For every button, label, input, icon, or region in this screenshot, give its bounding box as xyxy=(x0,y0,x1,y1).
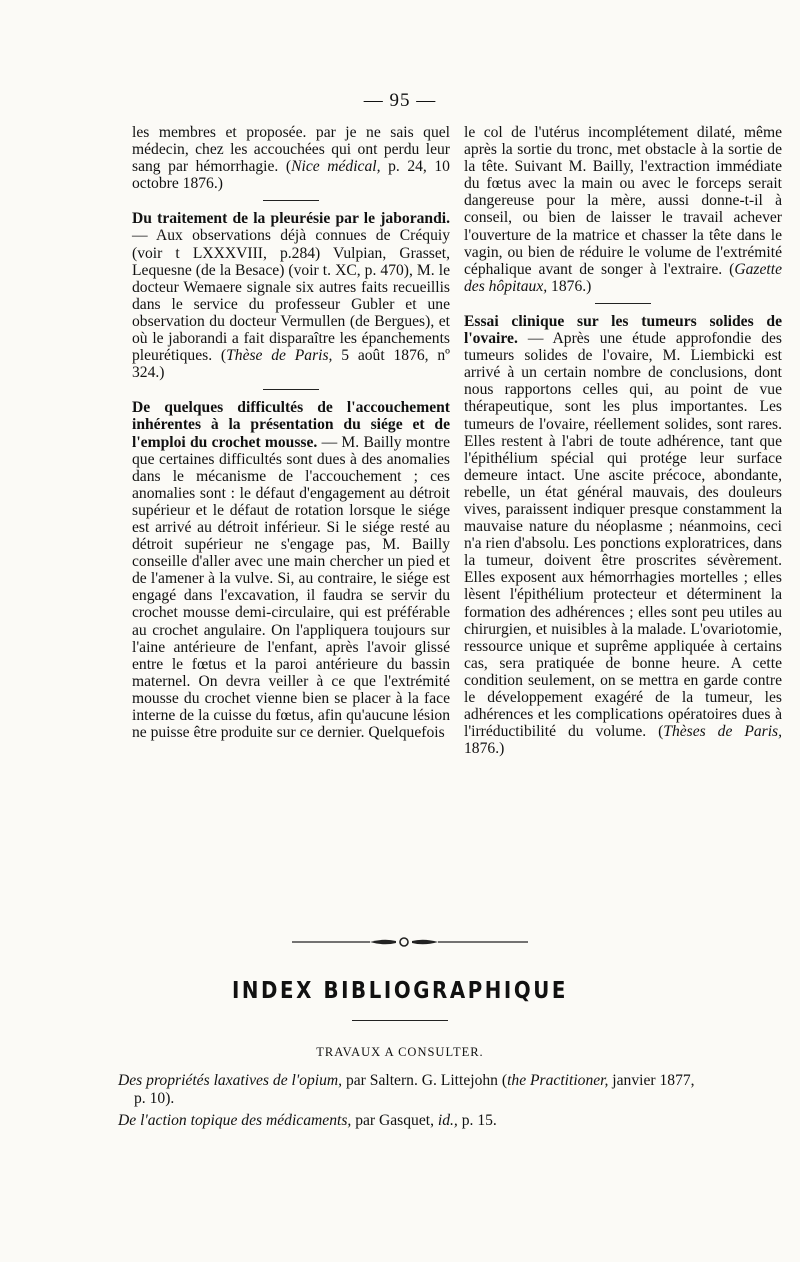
citation-tail: 1876.) xyxy=(547,277,592,295)
separator-rule xyxy=(595,303,651,304)
source-citation: Thèses de Paris, xyxy=(663,723,783,741)
citation-tail: 1876.) xyxy=(464,740,505,758)
article-heading: Essai clinique sur les tumeurs solides de l'ovaire. xyxy=(464,312,782,348)
index-subtitle: TRAVAUX A CONSULTER. xyxy=(316,1045,484,1059)
citation-tail: p. 24, 10 octobre 1876.) xyxy=(132,158,450,193)
source-citation: Thèse de Paris, xyxy=(226,347,333,365)
reference-date: janvier 1877, p. 10). xyxy=(134,1072,695,1107)
paragraph-accouchement xyxy=(132,399,450,741)
paragraph-lactate-fin xyxy=(132,124,450,192)
reference-title: Des propriétés laxatives de l'opium, xyxy=(118,1072,343,1089)
paragraph-text: le col de l'utérus incomplétement dilaté, même après la sortie du tronc, met obstacle à la sortie de la tête. Suivant M. Bailly, l'extraction immédiate du fœtus avec la main ou avec le forceps serait dangereuse pour la mère, aussi donne-t-il à conseil, ou bien de laisser le travail achever l'ouverture de la matrice et chasser la tête dans le vagin, ou bien de réduire le volume de l'extrémité céphalique avant de songer à l'extraire. ( xyxy=(464,124,782,278)
paragraph-accouchement-suite xyxy=(464,124,782,295)
article-heading: Du traitement de la pleurésie par le jaborandi. xyxy=(132,210,450,228)
paragraph-text: — Après une étude approfondie des tumeurs solides de l'ovaire, M. Liembicki est arrivé à un certain nombre de conclusions, dont nous rapportons celles qui, au point de vue thérapeutique, sont les plus importantes. Les tumeurs de l'ovaire, réellement solides, sont rares. Elles restent à l'abri de toute adhérence, tant que l'épithélium spécial qui protége leur surface demeure intact. Une ascite précoce, abondante, rebelle, un état général mauvais, des douleurs vives, paraissent indiquer presque constamment la mauvaise nature du néoplasme ; néanmoins, ceci n'a rien d'absolu. Les ponctions exploratrices, dans la tumeur, doivent être proscrites sévèrement. Elles exposent aux hémorrhagies mortelles ; elles lèsent l'épithélium protecteur et déterminent la formation des adhérences ; elles sont peu utiles au chirurgien, et nuisibles à la malade. L'ovariotomie, ressource unique et suprême appliquée à certains cas, sera pratiquée de bonne heure. A cette condition seulement, on se mettra en garde contre le développement exagéré de la tumeur, les adhérences et les complications opératoires dues à l'irréductibilité du volume. ( xyxy=(464,330,782,741)
reference-author: par Gasquet, xyxy=(351,1112,438,1129)
paragraph-text: — M. Bailly montre que certaines difficultés sont dues à des anomalies dans le mécanisme de l'accouchement ; ces anomalies sont : le défaut d'engagement au détroit supérieur et le défaut de rotation lorsque le siége est arrivé au détroit inférieur. Si le siége resté au détroit supérieur ne s'engage pas, M. Bailly conseille d'aller avec une main chercher un pied et de l'amener à la vulve. Si, au contraire, le siége est engagé dans l'excavation, il faudra se servir du crochet mousse demi-circulaire, qui est préférable au crochet angulaire. On l'appliquera toujours sur l'aine antérieure de l'enfant, après l'avoir glissé entre le fœtus et la paroi antérieure du bassin maternel. On devra veiller à ce que l'extrémité mousse du crochet vienne bien se placer à la face interne de la cuisse du fœtus, afin qu'aucune lésion ne puisse être produite sur ce dernier. Quelquefois xyxy=(132,433,450,742)
right-column xyxy=(464,124,782,757)
title-underline xyxy=(352,1020,448,1021)
separator-rule xyxy=(263,200,319,201)
source-citation: Gazette des hôpitaux, xyxy=(464,260,782,295)
separator-rule xyxy=(263,389,319,390)
paragraph-text: les membres et proposée. par je ne sais quel médecin, chez les accouchées qui ont perdu leur sang par hémorrhagie. ( xyxy=(132,124,450,176)
reference-item xyxy=(118,1112,703,1130)
article-heading: De quelques difficultés de l'accouchement inhérentes à la présentation du siége et de l'emploi du crochet mousse. xyxy=(132,399,450,451)
paragraph-tumeurs-ovaire xyxy=(464,313,782,757)
reference-item xyxy=(118,1072,703,1108)
index-title: INDEX BIBLIOGRAPHIQUE xyxy=(231,978,569,1004)
page-number: — 95 — xyxy=(363,90,437,111)
reference-journal: id., xyxy=(437,1112,458,1129)
left-column xyxy=(132,124,450,741)
reference-date: p. 15. xyxy=(457,1112,497,1129)
reference-title: De l'action topique des médicaments, xyxy=(118,1112,352,1129)
source-citation: Nice médical, xyxy=(291,158,381,176)
citation-tail: 5 août 1876, nº 324.) xyxy=(132,347,450,382)
paragraph-text: — Aux observations déjà connues de Créquiy (voir t LXXXVIII, p.284) Vulpian, Grasset, Lequesne (de la Besace) (voir t. XC, p. 470), M. le docteur Wemaere signale six autres faits recueillis dans le service du professeur Gubler et une observation du docteur Vermullen (de Bergues), et où le jaborandi a fait disparaître les épanchements pleurétiques. ( xyxy=(132,227,450,365)
paragraph-pleuresie xyxy=(132,210,450,381)
reference-journal: the Practitioner, xyxy=(507,1072,609,1089)
reference-list xyxy=(118,1072,703,1134)
reference-author: par Saltern. G. Littejohn ( xyxy=(342,1072,508,1089)
ornament-divider xyxy=(292,935,528,949)
